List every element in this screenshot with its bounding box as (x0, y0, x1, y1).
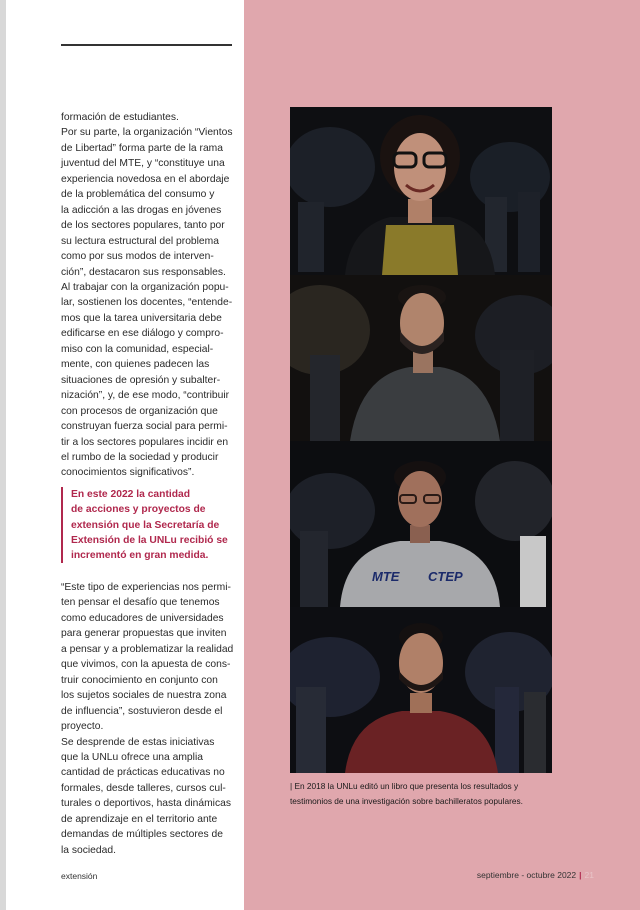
page-edge-shadow (0, 0, 6, 910)
portrait-photo-4 (290, 607, 552, 773)
photo-strip (290, 107, 552, 773)
body-paragraph-1: formación de estudiantes. Por su parte, la organización “Vientos de Libertad” forma parte de la rama juventud del MTE, y “constituye una experiencia novedosa en el abordaje de la problemática del consumo y la adicción a las drogas en jóvenes de los sectores populares, tanto por su lectura estructural del problema como por sus modos de interven- ción”, destacaron sus responsables. Al trabajar con la organización popu- lar, sostienen los docentes, “entende- mos que la tarea universitaria debe edificarse en ese diálogo y compro- miso con la comunidad, especial- mente, con quienes padecen las situaciones de opresión y subalter- nización”, y, de ese modo, “contribuir con procesos de organización que construyan fuerza social para permi- tir a los sectores populares incidir en el rumbo de la sociedad y producir conocimientos significativos”. (61, 112, 233, 479)
shirt-text-mte: MTE (372, 569, 400, 584)
footer-date: septiembre - octubre 2022 (476, 870, 577, 880)
footer-separator: | (579, 870, 582, 880)
portrait-photo-1 (290, 107, 552, 275)
portrait-photo-3 (290, 441, 552, 607)
pull-quote: En este 2022 la cantidad de acciones y proyectos de extensión que la Secretaría de Extensión de la UNLu recibió se incrementó en gran medida. (61, 487, 245, 563)
photo-caption: | En 2018 la UNLu editó un libro que presenta los resultados y testimonios de una investigación sobre bachilleratos populares. (290, 781, 523, 806)
top-rule (61, 44, 232, 46)
footer-section-name: extensión (61, 871, 98, 881)
page-number: 21 (584, 870, 594, 880)
body-paragraph-2: “Este tipo de experiencias nos permi- ten pensar el desafío que tenemos como educadores de universidades para generar propuestas que inviten a pensar y a problematizar la realidad que vivimos, con la apuesta de cons- truir conocimiento en conjunto con los sujetos sociales de nuestra zona de influencia”, sostuvieron desde el proyecto. Se desprende de estas iniciativas que la UNLu ofrece una amplia cantidad de prácticas educativas no formales, desde talleres, cursos cul- turales o deportivos, hasta dinámicas de aprendizaje en el territorio ante demandas de múltiples sectores de la sociedad. (61, 582, 234, 856)
portrait-photo-2 (290, 275, 552, 441)
footer-info (477, 870, 594, 880)
shirt-text-ctep: CTEP (428, 569, 463, 584)
